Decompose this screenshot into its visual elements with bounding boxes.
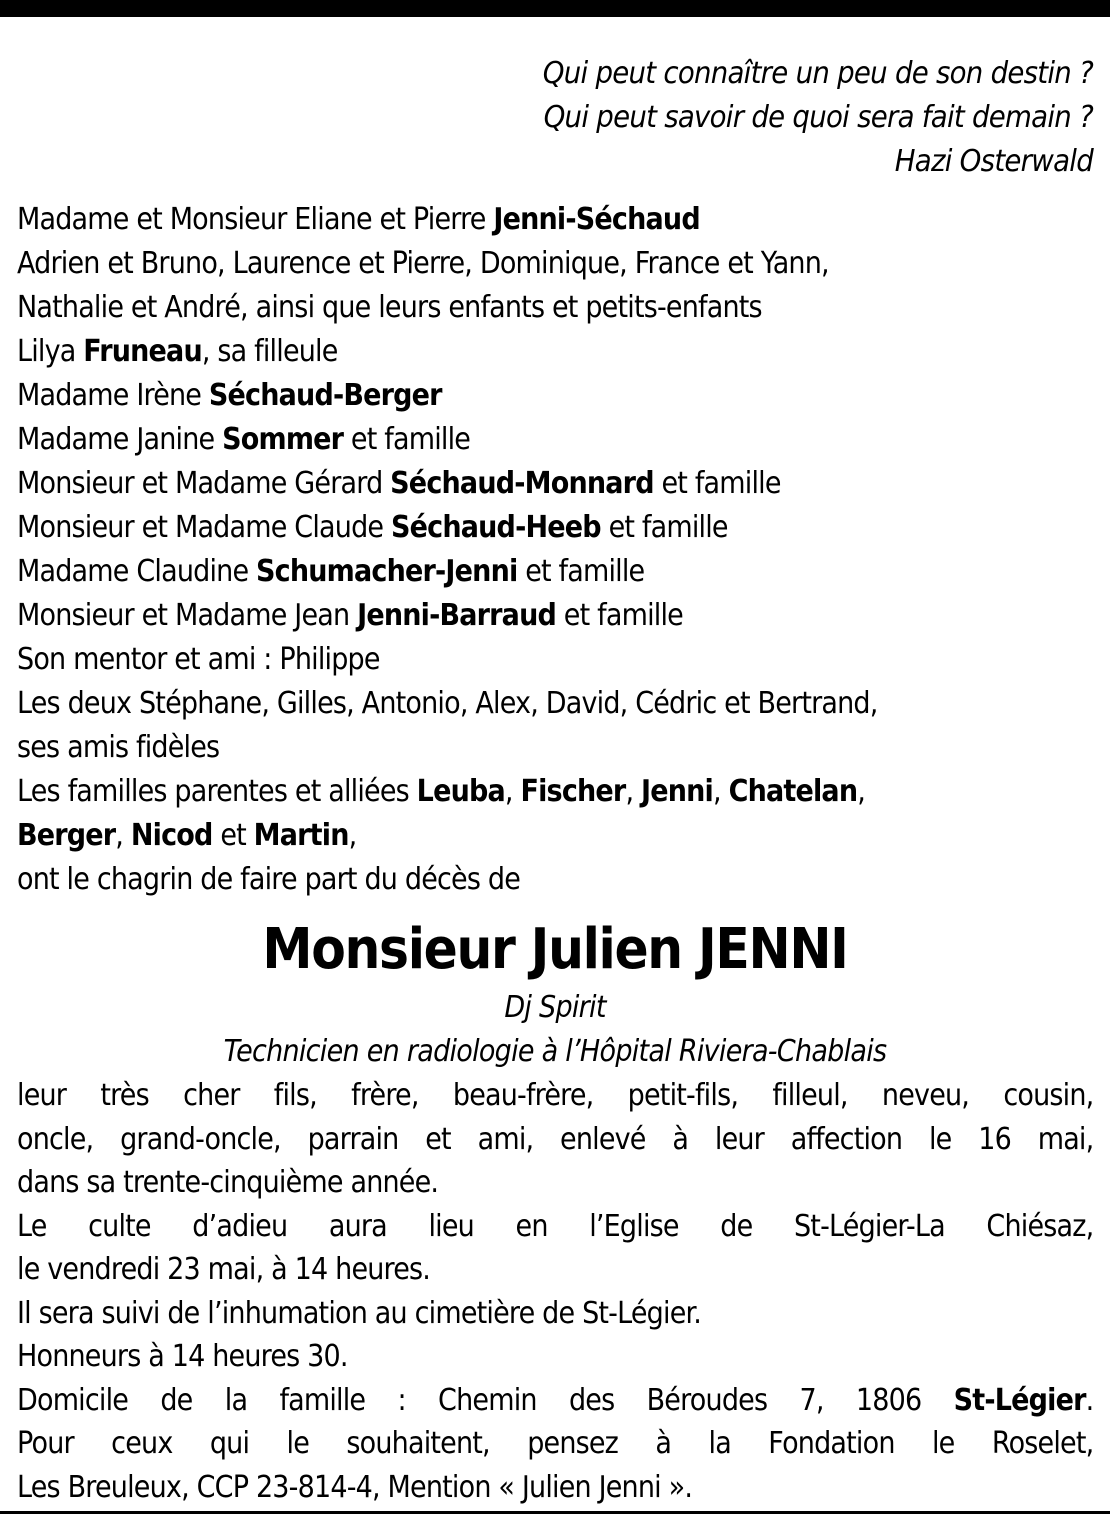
family-line bbox=[17, 462, 1093, 506]
bottom-rule bbox=[0, 1511, 1110, 1514]
family-line bbox=[17, 594, 1093, 638]
family-surname: Jenni-Barraud bbox=[357, 598, 557, 633]
family-line bbox=[17, 418, 1093, 462]
family-text: Monsieur et Madame Gérard bbox=[17, 466, 391, 501]
family-text: , bbox=[713, 774, 729, 809]
epigraph-line-1: Qui peut connaître un peu de son destin ? bbox=[542, 56, 1093, 91]
family-surname: Chatelan bbox=[728, 774, 858, 809]
family-line bbox=[17, 330, 1093, 374]
family-line: Son mentor et ami : Philippe bbox=[17, 642, 380, 677]
family-line bbox=[17, 770, 1093, 814]
family-line bbox=[17, 506, 1093, 550]
epigraph bbox=[103, 52, 1093, 184]
family-text: Lilya bbox=[17, 334, 84, 369]
notice-body bbox=[17, 1074, 1093, 1509]
family-text: Madame Janine bbox=[17, 422, 223, 457]
family-surname: Jenni bbox=[640, 774, 714, 809]
obituary-notice bbox=[17, 52, 1093, 1509]
body-line: Pour ceux qui le souhaitent, pensez à la Fondation le Roselet, bbox=[17, 1426, 1094, 1461]
family-line bbox=[17, 550, 1093, 594]
family-line: Adrien et Bruno, Laurence et Pierre, Dominique, France et Yann, bbox=[17, 246, 829, 281]
body-line: oncle, grand-oncle, parrain et ami, enlevé à leur affection le 16 mai, bbox=[17, 1121, 1094, 1157]
body-line: Il sera suivi de l’inhumation au cimetière de St-Légier. bbox=[17, 1295, 702, 1331]
family-text: Madame et Monsieur Eliane et Pierre bbox=[17, 202, 494, 237]
family-surname: Séchaud-Heeb bbox=[390, 510, 601, 545]
family-surname: Leuba bbox=[416, 774, 505, 809]
family-text: et famille bbox=[343, 422, 471, 457]
family-line bbox=[17, 814, 1093, 858]
family-surname: Berger bbox=[17, 818, 116, 853]
family-line bbox=[17, 374, 1093, 418]
deceased-profession: Technicien en radiologie à l’Hôpital Riviera-Chablais bbox=[223, 1034, 887, 1069]
body-line: Le culte d’adieu aura lieu en l’Eglise de St-Légier-La Chiésaz, bbox=[17, 1208, 1094, 1244]
family-list bbox=[17, 198, 1093, 902]
family-text: , bbox=[857, 774, 866, 809]
epigraph-line-2: Qui peut savoir de quoi sera fait demain ? bbox=[543, 100, 1093, 135]
body-line: Les Breuleux, CCP 23-814-4, Mention « Julien Jenni ». bbox=[17, 1469, 693, 1505]
family-text: , bbox=[348, 818, 357, 853]
body-line: dans sa trente-cinquième année. bbox=[17, 1165, 439, 1200]
family-text: Madame Claudine bbox=[17, 554, 257, 589]
family-surname: Nicod bbox=[130, 818, 213, 853]
family-line: ses amis fidèles bbox=[17, 730, 220, 765]
family-text: Les familles parentes et alliées bbox=[17, 774, 417, 809]
family-text: et bbox=[212, 818, 254, 853]
family-text: et famille bbox=[653, 466, 781, 501]
body-line: leur très cher fils, frère, beau-frère, petit-fils, filleul, neveu, cousin, bbox=[17, 1078, 1094, 1113]
family-surname: Fischer bbox=[520, 774, 626, 809]
family-line bbox=[17, 198, 1093, 242]
family-text: , bbox=[115, 818, 131, 853]
body-bold: St-Légier bbox=[953, 1382, 1086, 1418]
family-text: Madame Irène bbox=[17, 378, 209, 413]
family-surname: Séchaud-Monnard bbox=[390, 466, 654, 501]
family-surname: Séchaud-Berger bbox=[208, 378, 442, 413]
body-line bbox=[17, 1379, 1093, 1423]
body-text: . bbox=[1085, 1382, 1094, 1418]
family-text: Monsieur et Madame Claude bbox=[17, 510, 391, 545]
family-surname: Sommer bbox=[222, 422, 344, 457]
family-line: Les deux Stéphane, Gilles, Antonio, Alex, David, Cédric et Bertrand, bbox=[17, 686, 878, 721]
family-surname: Fruneau bbox=[83, 334, 202, 369]
body-text: Domicile de la famille : Chemin des Béroudes 7, 1806 bbox=[17, 1382, 954, 1418]
deceased-alias: Dj Spirit bbox=[504, 990, 606, 1025]
family-text: et famille bbox=[517, 554, 645, 589]
family-line: ont le chagrin de faire part du décès de bbox=[17, 862, 521, 897]
family-line: Nathalie et André, ainsi que leurs enfants et petits-enfants bbox=[17, 290, 762, 325]
family-text: , bbox=[625, 774, 641, 809]
deceased-name: Monsieur Julien JENNI bbox=[262, 917, 848, 982]
family-text: , bbox=[504, 774, 521, 809]
family-text: et famille bbox=[600, 510, 728, 545]
family-surname: Martin bbox=[253, 818, 349, 853]
body-line: le vendredi 23 mai, à 14 heures. bbox=[17, 1252, 431, 1287]
family-surname: Jenni-Séchaud bbox=[493, 202, 700, 237]
body-line: Honneurs à 14 heures 30. bbox=[17, 1339, 348, 1374]
top-rule bbox=[0, 0, 1110, 17]
epigraph-author: Hazi Osterwald bbox=[894, 144, 1093, 179]
family-text: Monsieur et Madame Jean bbox=[17, 598, 358, 633]
family-surname: Schumacher-Jenni bbox=[256, 554, 518, 589]
family-text: , sa filleule bbox=[201, 334, 338, 369]
family-text: et famille bbox=[556, 598, 683, 633]
